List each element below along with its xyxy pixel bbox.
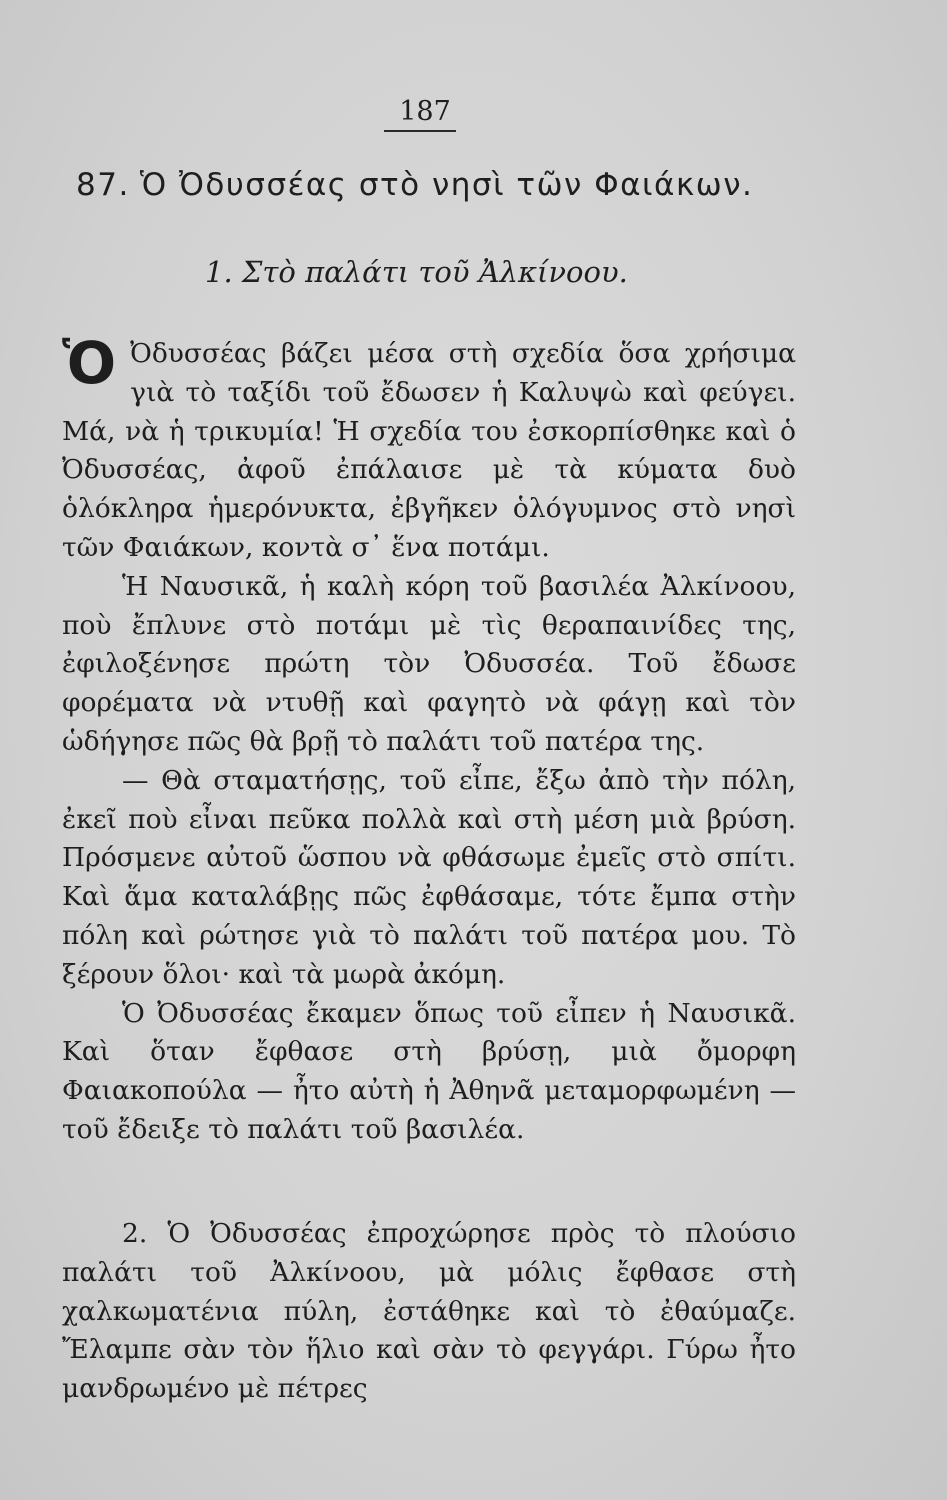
body-text-section-1 bbox=[62, 329, 796, 1150]
body-text-section-2 bbox=[62, 1215, 796, 1409]
paragraph-4: Ὁ Ὀδυσσέας ἔκαμεν ὅπως τοῦ εἶπεν ἡ Ναυσικᾶ. Καὶ ὅταν ἔφθασε στὴ βρύσῃ, μιὰ ὄμορφη Φαιακοπούλα — ἦτο αὐτὴ ἡ Ἀθηνᾶ μεταμορφωμένη — τοῦ ἔδειξε τὸ παλάτι τοῦ βασιλέα. bbox=[62, 997, 796, 1145]
page-number: 187 bbox=[399, 96, 451, 127]
section-heading: 1. Στὸ παλάτι τοῦ Ἀλκίνοου. bbox=[205, 255, 628, 289]
chapter-number: 87. bbox=[76, 167, 130, 203]
paragraph-1-text: Ὀδυσσέας βάζει μέσα στὴ σχεδία ὅσα χρήσιμα γιὰ τὸ ταξίδι τοῦ ἔδωσεν ἡ Καλυψὼ καὶ φεύγει. Μά, νὰ ἡ τρικυμία! Ἡ σχεδία του ἐσκορπίσθηκε καὶ ὁ Ὀδυσσέας, ἀφοῦ ἐπάλαισε μὲ τὰ κύματα δυὸ ὁλόκληρα ἡμερόνυκτα, ἐβγῆκεν ὁλόγυμνος στὸ νησὶ τῶν Φαιάκων, κοντὰ σ᾽ ἕνα ποτάμι. bbox=[62, 338, 796, 563]
drop-cap: Ὁ bbox=[62, 329, 117, 397]
chapter-heading bbox=[76, 163, 876, 207]
paragraph-2: Ἡ Ναυσικᾶ, ἡ καλὴ κόρη τοῦ βασιλέα Ἀλκίνοου, ποὺ ἔπλυνε στὸ ποτάμι μὲ τὶς θεραπαινίδες της, ἐφιλοξένησε πρώτη τὸν Ὀδυσσέα. Τοῦ ἔδωσε φορέματα νὰ ντυθῇ καὶ φαγητὸ νὰ φάγῃ καὶ τὸν ὡδήγησε πῶς θὰ βρῇ τὸ παλάτι τοῦ πατέρα της. bbox=[62, 570, 796, 757]
paragraph-5: 2. Ὁ Ὀδυσσέας ἐπροχώρησε πρὸς τὸ πλούσιο παλάτι τοῦ Ἀλκίνοου, μὰ μόλις ἔφθασε στὴ χαλκωματένια πύλη, ἐστάθηκε καὶ τὸ ἐθαύμαζε. Ἔλαμπε σὰν τὸν ἥλιο καὶ σὰν τὸ φεγγάρι. Γύρω ἦτο μανδρωμένο μὲ πέτρες bbox=[62, 1218, 796, 1405]
chapter-title: Ὁ Ὀδυσσέας στὸ νησὶ τῶν Φαιάκων. bbox=[139, 167, 754, 203]
paragraph-1 bbox=[62, 329, 796, 568]
paragraph-3: — Θὰ σταματήσῃς, τοῦ εἶπε, ἔξω ἀπὸ τὴν πόλη, ἐκεῖ ποὺ εἶναι πεῦκα πολλὰ καὶ στὴ μέση μιὰ βρύση. Πρόσμενε αὐτοῦ ὥσπου νὰ φθάσωμε ἐμεῖς στὸ σπίτι. Καὶ ἅμα καταλάβῃς πῶς ἐφθάσαμε, τότε ἔμπα στὴν πόλη καὶ ρώτησε γιὰ τὸ παλάτι τοῦ πατέρα μου. Τὸ ξέρουν ὅλοι· καὶ τὰ μωρὰ ἀκόμη. bbox=[62, 764, 796, 990]
page-number-rule bbox=[384, 130, 456, 132]
